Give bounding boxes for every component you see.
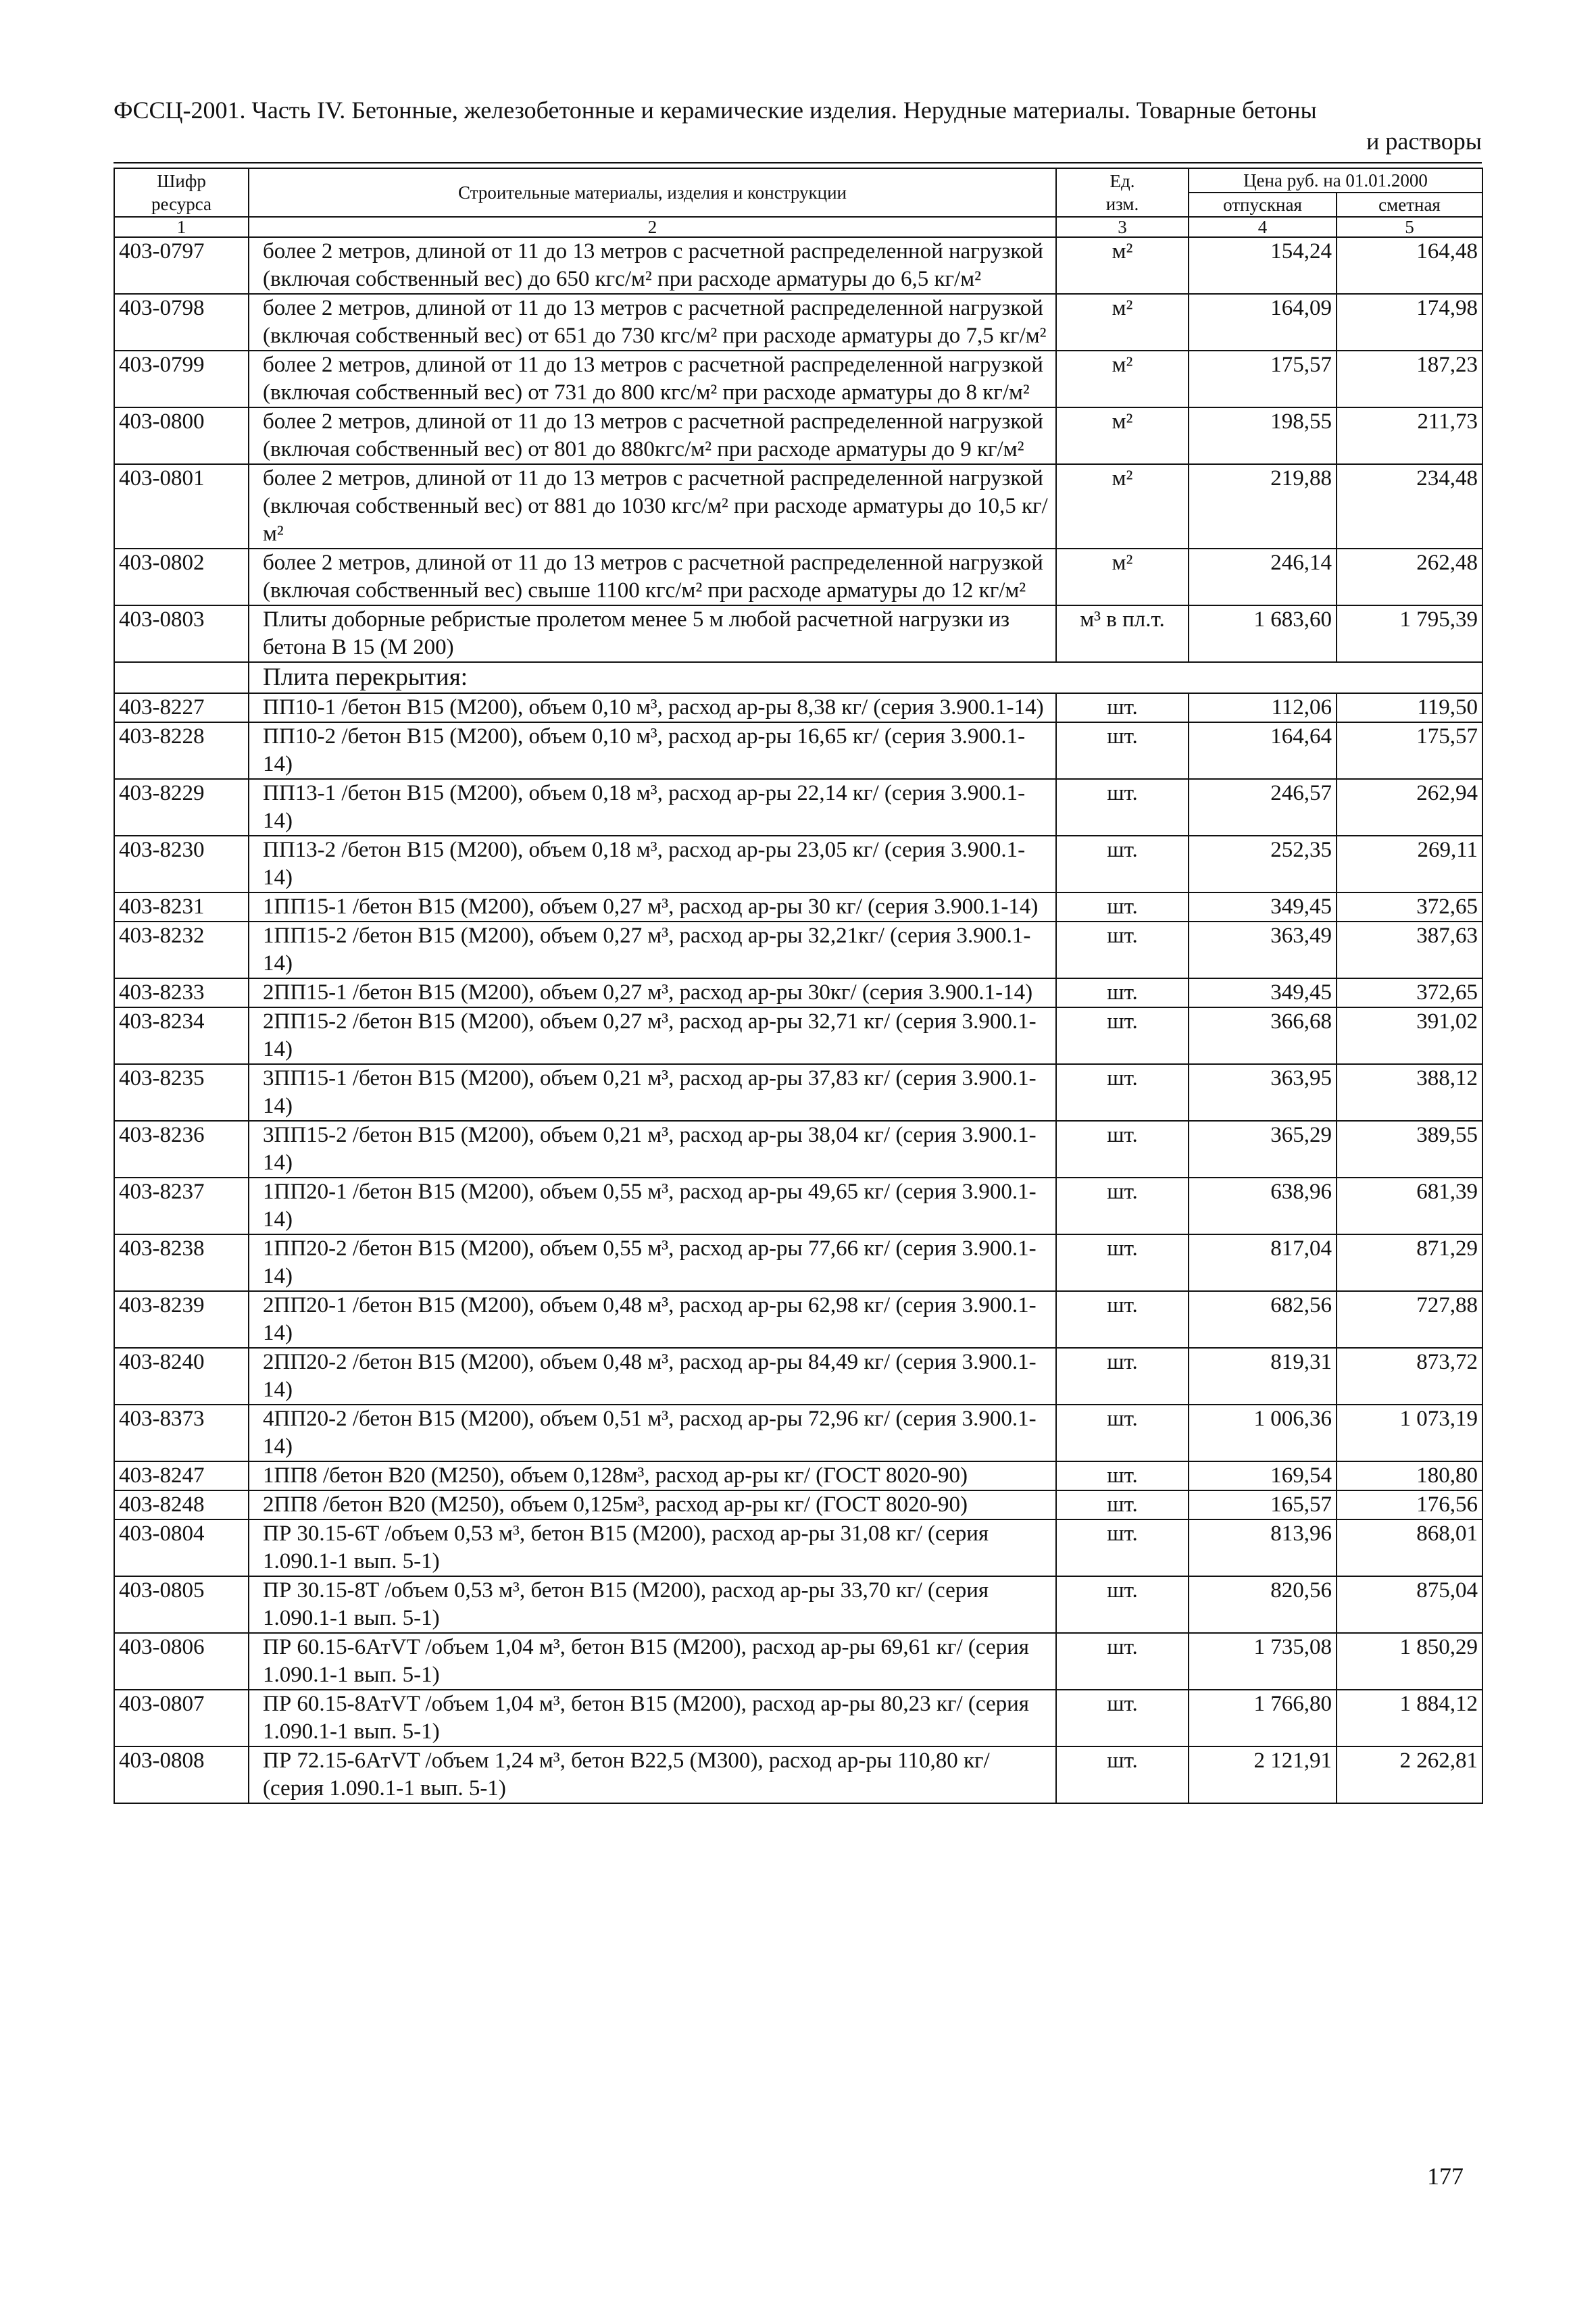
unit-cell: шт. — [1056, 1519, 1189, 1576]
description-cell: 2ПП20-2 /бетон В15 (М200), объем 0,48 м³, расход ар-ры 84,49 кг/ (серия 3.900.1-14) — [249, 1348, 1056, 1405]
table-row — [114, 1291, 1482, 1348]
description-cell: более 2 метров, длиной от 11 до 13 метров с расчетной распределенной нагрузкой (включая собственный вес) до 650 кгс/м² при расходе арматуры до 6,5 кг/м² — [249, 237, 1056, 294]
table-row — [114, 294, 1482, 351]
column-number-row — [114, 217, 1482, 237]
column-number: 4 — [1189, 217, 1337, 237]
estimate-price-cell: 187,23 — [1337, 351, 1482, 407]
resource-code-cell: 403-0801 — [114, 464, 249, 549]
estimate-price-cell: 262,94 — [1337, 779, 1482, 836]
column-header-code — [114, 168, 249, 217]
table-row — [114, 549, 1482, 605]
table-row — [114, 1234, 1482, 1291]
table-row — [114, 1121, 1482, 1178]
unit-cell: м² — [1056, 407, 1189, 464]
resource-code-cell: 403-8228 — [114, 722, 249, 779]
column-header-price-group: Цена руб. на 01.01.2000 — [1189, 168, 1482, 193]
description-cell: 3ПП15-2 /бетон В15 (М200), объем 0,21 м³, расход ар-ры 38,04 кг/ (серия 3.900.1-14) — [249, 1121, 1056, 1178]
resource-code-cell: 403-0802 — [114, 549, 249, 605]
header-rule — [114, 162, 1482, 164]
resource-code-cell: 403-8247 — [114, 1461, 249, 1490]
table-row — [114, 1007, 1482, 1064]
release-price-cell: 165,57 — [1189, 1490, 1337, 1519]
estimate-price-cell: 180,80 — [1337, 1461, 1482, 1490]
description-cell: 2ПП15-2 /бетон В15 (М200), объем 0,27 м³, расход ар-ры 32,71 кг/ (серия 3.900.1-14) — [249, 1007, 1056, 1064]
estimate-price-cell: 372,65 — [1337, 892, 1482, 922]
release-price-cell: 164,09 — [1189, 294, 1337, 351]
unit-cell: шт. — [1056, 1461, 1189, 1490]
description-cell: Плиты доборные ребристые пролетом менее 5 м любой расчетной нагрузки из бетона В 15 (М 200) — [249, 605, 1056, 662]
estimate-price-cell: 234,48 — [1337, 464, 1482, 549]
column-header-code-line2: ресурса — [151, 194, 212, 214]
table-row — [114, 1064, 1482, 1121]
resource-code-cell: 403-8227 — [114, 693, 249, 722]
release-price-cell: 820,56 — [1189, 1576, 1337, 1633]
resource-code-cell: 403-0806 — [114, 1633, 249, 1690]
release-price-cell: 363,95 — [1189, 1064, 1337, 1121]
unit-cell: шт. — [1056, 1576, 1189, 1633]
resource-code-cell: 403-0804 — [114, 1519, 249, 1576]
release-price-cell: 366,68 — [1189, 1007, 1337, 1064]
description-cell: 4ПП20-2 /бетон В15 (М200), объем 0,51 м³, расход ар-ры 72,96 кг/ (серия 3.900.1-14) — [249, 1405, 1056, 1461]
release-price-cell: 246,57 — [1189, 779, 1337, 836]
table-body-section-b — [114, 693, 1482, 1803]
unit-cell: шт. — [1056, 693, 1189, 722]
release-price-cell: 246,14 — [1189, 549, 1337, 605]
estimate-price-cell: 1 073,19 — [1337, 1405, 1482, 1461]
description-cell: ПП13-1 /бетон В15 (М200), объем 0,18 м³, расход ар-ры 22,14 кг/ (серия 3.900.1-14) — [249, 779, 1056, 836]
resource-code-cell: 403-8230 — [114, 836, 249, 892]
unit-cell: м² — [1056, 351, 1189, 407]
estimate-price-cell: 2 262,81 — [1337, 1746, 1482, 1803]
description-cell: более 2 метров, длиной от 11 до 13 метров с расчетной распределенной нагрузкой (включая собственный вес) от 651 до 730 кгс/м² при расходе арматуры до 7,5 кг/м² — [249, 294, 1056, 351]
column-header-estimate-price: сметная — [1337, 193, 1482, 217]
unit-cell: шт. — [1056, 1490, 1189, 1519]
resource-code-cell: 403-0799 — [114, 351, 249, 407]
table-row — [114, 892, 1482, 922]
description-cell: ПР 30.15-8Т /объем 0,53 м³, бетон В15 (М200), расход ар-ры 33,70 кг/ (серия 1.090.1-1 вып. 5-1) — [249, 1576, 1056, 1633]
price-table — [114, 168, 1483, 1804]
description-cell: 1ПП15-2 /бетон В15 (М200), объем 0,27 м³, расход ар-ры 32,21кг/ (серия 3.900.1-14) — [249, 922, 1056, 978]
table-row — [114, 1519, 1482, 1576]
release-price-cell: 219,88 — [1189, 464, 1337, 549]
resource-code-cell: 403-8231 — [114, 892, 249, 922]
release-price-cell: 1 683,60 — [1189, 605, 1337, 662]
column-number: 1 — [114, 217, 249, 237]
estimate-price-cell: 388,12 — [1337, 1064, 1482, 1121]
resource-code-cell: 403-8235 — [114, 1064, 249, 1121]
table-row — [114, 351, 1482, 407]
table-row — [114, 779, 1482, 836]
unit-cell: шт. — [1056, 1007, 1189, 1064]
unit-cell: м² — [1056, 237, 1189, 294]
release-price-cell: 169,54 — [1189, 1461, 1337, 1490]
table-row — [114, 1490, 1482, 1519]
description-cell: 2ПП8 /бетон В20 (М250), объем 0,125м³, расход ар-ры кг/ (ГОСТ 8020-90) — [249, 1490, 1056, 1519]
table-header-row — [114, 168, 1482, 193]
column-number: 3 — [1056, 217, 1189, 237]
estimate-price-cell: 1 850,29 — [1337, 1633, 1482, 1690]
estimate-price-cell: 175,57 — [1337, 722, 1482, 779]
group-heading: Плита перекрытия: — [249, 662, 1482, 693]
description-cell: 2ПП15-1 /бетон В15 (М200), объем 0,27 м³, расход ар-ры 30кг/ (серия 3.900.1-14) — [249, 978, 1056, 1007]
estimate-price-cell: 1 884,12 — [1337, 1690, 1482, 1746]
table-row — [114, 978, 1482, 1007]
table-row — [114, 605, 1482, 662]
resource-code-cell: 403-8236 — [114, 1121, 249, 1178]
unit-cell: шт. — [1056, 779, 1189, 836]
release-price-cell: 638,96 — [1189, 1178, 1337, 1234]
description-cell: ПР 30.15-6Т /объем 0,53 м³, бетон В15 (М200), расход ар-ры 31,08 кг/ (серия 1.090.1-1 вып. 5-1) — [249, 1519, 1056, 1576]
estimate-price-cell: 262,48 — [1337, 549, 1482, 605]
table-body-section-a — [114, 237, 1482, 662]
unit-cell: шт. — [1056, 922, 1189, 978]
column-number: 5 — [1337, 217, 1482, 237]
release-price-cell: 363,49 — [1189, 922, 1337, 978]
header-title-continuation: и растворы — [1366, 128, 1482, 155]
estimate-price-cell: 372,65 — [1337, 978, 1482, 1007]
resource-code-cell: 403-0805 — [114, 1576, 249, 1633]
description-cell: ПР 60.15-6АтVT /объем 1,04 м³, бетон В15 (М200), расход ар-ры 69,61 кг/ (серия 1.090.1-1 вып. 5-1) — [249, 1633, 1056, 1690]
description-cell: ПП10-1 /бетон В15 (М200), объем 0,10 м³, расход ар-ры 8,38 кг/ (серия 3.900.1-14) — [249, 693, 1056, 722]
unit-cell: шт. — [1056, 1291, 1189, 1348]
description-cell: более 2 метров, длиной от 11 до 13 метров с расчетной распределенной нагрузкой (включая собственный вес) от 731 до 800 кгс/м² при расходе арматуры до 8 кг/м² — [249, 351, 1056, 407]
description-cell: более 2 метров, длиной от 11 до 13 метров с расчетной распределенной нагрузкой (включая собственный вес) свыше 1100 кгс/м² при расходе арматуры до 12 кг/м² — [249, 549, 1056, 605]
release-price-cell: 349,45 — [1189, 892, 1337, 922]
table-row — [114, 1178, 1482, 1234]
estimate-price-cell: 269,11 — [1337, 836, 1482, 892]
description-cell: 2ПП20-1 /бетон В15 (М200), объем 0,48 м³, расход ар-ры 62,98 кг/ (серия 3.900.1-14) — [249, 1291, 1056, 1348]
resource-code-cell: 403-8373 — [114, 1405, 249, 1461]
page-number: 177 — [1427, 2163, 1464, 2190]
table-row — [114, 237, 1482, 294]
resource-code-cell: 403-8234 — [114, 1007, 249, 1064]
header-title: ФССЦ-2001. Часть IV. Бетонные, железобетонные и керамические изделия. Нерудные материалы. Товарные бетоны — [114, 97, 1317, 124]
table-row — [114, 836, 1482, 892]
unit-cell: шт. — [1056, 1746, 1189, 1803]
column-header-unit-line1: Ед. — [1109, 171, 1135, 191]
release-price-cell: 154,24 — [1189, 237, 1337, 294]
unit-cell: шт. — [1056, 978, 1189, 1007]
release-price-cell: 1 766,80 — [1189, 1690, 1337, 1746]
unit-cell: шт. — [1056, 1234, 1189, 1291]
table-row — [114, 722, 1482, 779]
description-cell: 1ПП15-1 /бетон В15 (М200), объем 0,27 м³, расход ар-ры 30 кг/ (серия 3.900.1-14) — [249, 892, 1056, 922]
release-price-cell: 112,06 — [1189, 693, 1337, 722]
unit-cell: м² — [1056, 549, 1189, 605]
release-price-cell: 164,64 — [1189, 722, 1337, 779]
group-heading-row — [114, 662, 1482, 693]
description-cell: 1ПП20-1 /бетон В15 (М200), объем 0,55 м³, расход ар-ры 49,65 кг/ (серия 3.900.1-14) — [249, 1178, 1056, 1234]
estimate-price-cell: 391,02 — [1337, 1007, 1482, 1064]
resource-code-cell: 403-0807 — [114, 1690, 249, 1746]
unit-cell: шт. — [1056, 1348, 1189, 1405]
table-row — [114, 1348, 1482, 1405]
group-heading-section — [114, 662, 1482, 693]
description-cell: более 2 метров, длиной от 11 до 13 метров с расчетной распределенной нагрузкой (включая собственный вес) от 881 до 1030 кгс/м² при расходе арматуры до 10,5 кг/м² — [249, 464, 1056, 549]
unit-cell: шт. — [1056, 1633, 1189, 1690]
estimate-price-cell: 875,04 — [1337, 1576, 1482, 1633]
table-row — [114, 464, 1482, 549]
description-cell: 3ПП15-1 /бетон В15 (М200), объем 0,21 м³, расход ар-ры 37,83 кг/ (серия 3.900.1-14) — [249, 1064, 1056, 1121]
release-price-cell: 817,04 — [1189, 1234, 1337, 1291]
column-header-release-price: отпускная — [1189, 193, 1337, 217]
unit-cell: шт. — [1056, 1405, 1189, 1461]
release-price-cell: 365,29 — [1189, 1121, 1337, 1178]
estimate-price-cell: 387,63 — [1337, 922, 1482, 978]
column-header-description: Строительные материалы, изделия и конструкции — [249, 168, 1056, 217]
description-cell: ПП10-2 /бетон В15 (М200), объем 0,10 м³, расход ар-ры 16,65 кг/ (серия 3.900.1-14) — [249, 722, 1056, 779]
estimate-price-cell: 119,50 — [1337, 693, 1482, 722]
estimate-price-cell: 727,88 — [1337, 1291, 1482, 1348]
table-row — [114, 1633, 1482, 1690]
estimate-price-cell: 211,73 — [1337, 407, 1482, 464]
release-price-cell: 682,56 — [1189, 1291, 1337, 1348]
unit-cell: м³ в пл.т. — [1056, 605, 1189, 662]
release-price-cell: 819,31 — [1189, 1348, 1337, 1405]
estimate-price-cell: 174,98 — [1337, 294, 1482, 351]
estimate-price-cell: 871,29 — [1337, 1234, 1482, 1291]
description-cell: ПР 60.15-8АтVT /объем 1,04 м³, бетон В15 (М200), расход ар-ры 80,23 кг/ (серия 1.090.1-1 вып. 5-1) — [249, 1690, 1056, 1746]
unit-cell: шт. — [1056, 1690, 1189, 1746]
resource-code-cell: 403-8232 — [114, 922, 249, 978]
column-header-unit-line2: изм. — [1105, 194, 1139, 214]
unit-cell: м² — [1056, 464, 1189, 549]
release-price-cell: 175,57 — [1189, 351, 1337, 407]
resource-code-cell: 403-8248 — [114, 1490, 249, 1519]
unit-cell: шт. — [1056, 1121, 1189, 1178]
table-row — [114, 1461, 1482, 1490]
column-number: 2 — [249, 217, 1056, 237]
column-header-unit — [1056, 168, 1189, 217]
table-row — [114, 693, 1482, 722]
resource-code-cell: 403-8239 — [114, 1291, 249, 1348]
description-cell: 1ПП20-2 /бетон В15 (М200), объем 0,55 м³, расход ар-ры 77,66 кг/ (серия 3.900.1-14) — [249, 1234, 1056, 1291]
unit-cell: шт. — [1056, 892, 1189, 922]
table-row — [114, 1690, 1482, 1746]
estimate-price-cell: 681,39 — [1337, 1178, 1482, 1234]
estimate-price-cell: 176,56 — [1337, 1490, 1482, 1519]
table-row — [114, 407, 1482, 464]
estimate-price-cell: 868,01 — [1337, 1519, 1482, 1576]
release-price-cell: 349,45 — [1189, 978, 1337, 1007]
description-cell: ПР 72.15-6АтVT /объем 1,24 м³, бетон В22,5 (М300), расход ар-ры 110,80 кг/ (серия 1.090.1-1 вып. 5-1) — [249, 1746, 1056, 1803]
table-row — [114, 1405, 1482, 1461]
resource-code-cell: 403-8233 — [114, 978, 249, 1007]
release-price-cell: 1 006,36 — [1189, 1405, 1337, 1461]
group-heading-blank — [114, 662, 249, 693]
description-cell: более 2 метров, длиной от 11 до 13 метров с расчетной распределенной нагрузкой (включая собственный вес) от 801 до 880кгс/м² при расходе арматуры до 9 кг/м² — [249, 407, 1056, 464]
resource-code-cell: 403-0797 — [114, 237, 249, 294]
resource-code-cell: 403-8229 — [114, 779, 249, 836]
resource-code-cell: 403-0800 — [114, 407, 249, 464]
resource-code-cell: 403-8240 — [114, 1348, 249, 1405]
estimate-price-cell: 1 795,39 — [1337, 605, 1482, 662]
release-price-cell: 198,55 — [1189, 407, 1337, 464]
table-row — [114, 1746, 1482, 1803]
unit-cell: шт. — [1056, 1064, 1189, 1121]
estimate-price-cell: 164,48 — [1337, 237, 1482, 294]
unit-cell: м² — [1056, 294, 1189, 351]
column-header-code-line1: Шифр — [157, 171, 206, 191]
table-row — [114, 922, 1482, 978]
resource-code-cell: 403-0798 — [114, 294, 249, 351]
resource-code-cell: 403-0808 — [114, 1746, 249, 1803]
unit-cell: шт. — [1056, 836, 1189, 892]
description-cell: 1ПП8 /бетон В20 (М250), объем 0,128м³, расход ар-ры кг/ (ГОСТ 8020-90) — [249, 1461, 1056, 1490]
resource-code-cell: 403-8238 — [114, 1234, 249, 1291]
release-price-cell: 813,96 — [1189, 1519, 1337, 1576]
description-cell: ПП13-2 /бетон В15 (М200), объем 0,18 м³, расход ар-ры 23,05 кг/ (серия 3.900.1-14) — [249, 836, 1056, 892]
resource-code-cell: 403-8237 — [114, 1178, 249, 1234]
unit-cell: шт. — [1056, 1178, 1189, 1234]
table-row — [114, 1576, 1482, 1633]
release-price-cell: 252,35 — [1189, 836, 1337, 892]
resource-code-cell: 403-0803 — [114, 605, 249, 662]
unit-cell: шт. — [1056, 722, 1189, 779]
release-price-cell: 1 735,08 — [1189, 1633, 1337, 1690]
page-header — [114, 95, 1482, 157]
estimate-price-cell: 873,72 — [1337, 1348, 1482, 1405]
estimate-price-cell: 389,55 — [1337, 1121, 1482, 1178]
release-price-cell: 2 121,91 — [1189, 1746, 1337, 1803]
